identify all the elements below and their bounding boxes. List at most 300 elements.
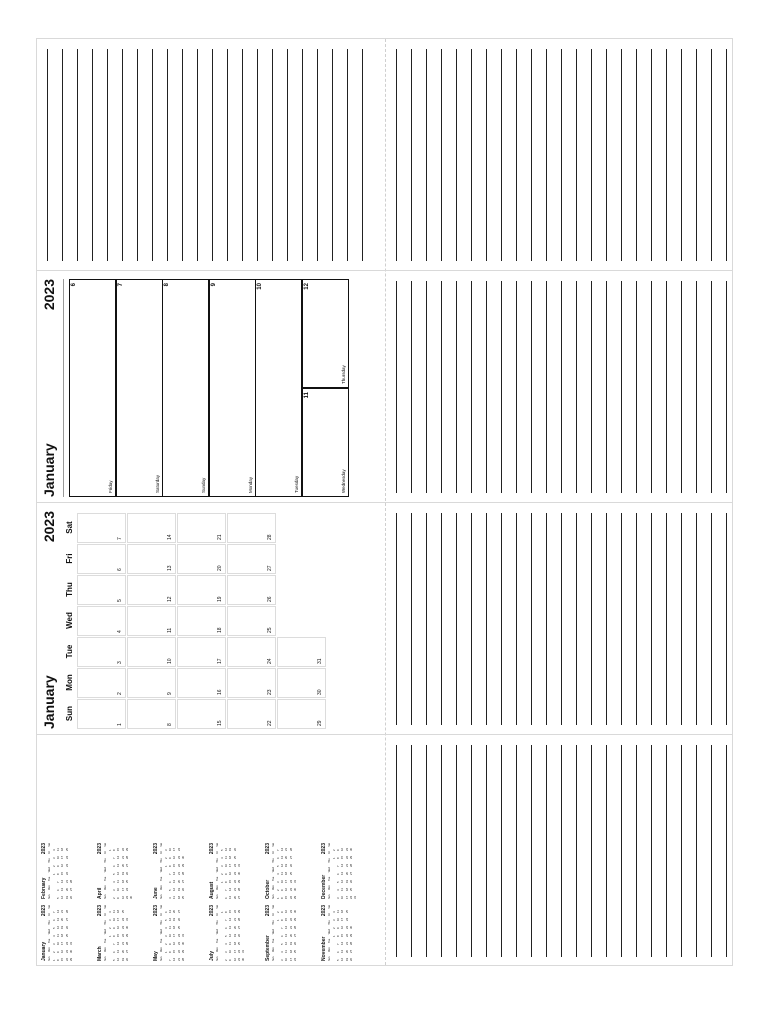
mini-day: 9 <box>116 897 121 899</box>
mini-weekday: Wed <box>216 867 219 873</box>
mini-weekday: Wed <box>216 929 219 935</box>
ruled-line <box>426 745 427 957</box>
day-box[interactable] <box>209 279 256 497</box>
mini-day: 11 <box>172 896 177 899</box>
mini-month <box>41 905 93 961</box>
ruled-line <box>546 281 547 493</box>
mini-month-year: 2023 <box>97 843 103 855</box>
mini-day: 5 <box>56 897 61 899</box>
mini-day: 24 <box>236 949 241 953</box>
mini-day: 31 <box>68 941 73 945</box>
mini-day: 3 <box>336 897 341 899</box>
day-name: Tuesday <box>294 475 299 493</box>
day-name: Sunday <box>201 477 206 493</box>
mini-month-year: 2023 <box>209 843 215 855</box>
mini-weekday: Fri <box>48 851 51 855</box>
mini-day: 11 <box>112 910 117 913</box>
ruled-line <box>651 513 652 725</box>
mini-day: 14 <box>60 879 65 883</box>
day-cell[interactable] <box>77 544 126 574</box>
mini-day: 1 <box>220 911 224 913</box>
mini-day: 26 <box>292 941 297 945</box>
mini-day: 20 <box>232 895 237 899</box>
ruled-line <box>516 745 517 957</box>
mini-month <box>153 843 205 899</box>
mini-day: 28 <box>236 887 241 891</box>
mini-day: 23 <box>344 847 349 851</box>
ruled-line <box>426 513 427 725</box>
mini-day: 22 <box>288 917 293 921</box>
mini-weekday: Wed <box>48 867 51 873</box>
ruled-line <box>666 513 667 725</box>
mini-weekday: Fri <box>104 913 107 917</box>
mini-days <box>108 905 129 961</box>
mini-day: 3 <box>52 857 56 859</box>
mini-weekday: Sun <box>328 956 331 961</box>
day-cell[interactable] <box>77 606 126 636</box>
mini-day: 3 <box>164 849 168 851</box>
mini-day: 31 <box>292 879 297 883</box>
mini-day: 25 <box>176 925 181 929</box>
weekday-header: Sat <box>65 521 74 534</box>
day-cell[interactable] <box>277 637 326 667</box>
mini-day: 14 <box>116 855 121 859</box>
ruled-line <box>317 49 318 261</box>
day-cell[interactable] <box>177 699 226 729</box>
mini-days <box>220 905 245 961</box>
mini-day: 15 <box>284 917 289 921</box>
mini-day: 7 <box>52 911 56 913</box>
mini-day: 5 <box>220 849 224 851</box>
day-box[interactable] <box>162 279 209 497</box>
mini-day: 21 <box>176 957 181 961</box>
mini-days <box>164 843 185 899</box>
mini-day: 19 <box>120 957 125 961</box>
mini-day: 26 <box>232 847 237 851</box>
mini-day: 18 <box>60 933 65 937</box>
mini-weekday: Tue <box>272 876 275 881</box>
day-number: 30 <box>317 689 323 695</box>
mini-day: 6 <box>168 881 173 883</box>
mini-day: 20 <box>120 863 125 867</box>
day-cell[interactable] <box>177 606 226 636</box>
mini-weekday-row <box>272 905 275 961</box>
day-cell[interactable] <box>277 668 326 698</box>
mini-day: 30 <box>292 887 297 891</box>
day-box[interactable] <box>302 279 349 388</box>
notes-panel-right-4 <box>386 735 733 966</box>
mini-day: 2 <box>112 897 117 899</box>
day-number: 22 <box>267 720 273 726</box>
mini-day: 29 <box>236 879 241 883</box>
day-cell[interactable] <box>227 544 276 574</box>
mini-day: 18 <box>288 949 293 953</box>
ruled-line <box>456 745 457 957</box>
mini-day: 23 <box>288 909 293 913</box>
mini-month <box>153 905 205 961</box>
mini-day: 1 <box>108 935 112 937</box>
mini-day: 2 <box>332 849 336 851</box>
mini-weekday: Tue <box>328 876 331 881</box>
ruled-line <box>606 49 607 261</box>
mini-day: 4 <box>108 911 112 913</box>
day-cell[interactable] <box>77 699 126 729</box>
day-number: 4 <box>117 630 123 633</box>
day-number: 9 <box>167 692 173 695</box>
mini-day: 16 <box>116 925 121 929</box>
day-cell[interactable] <box>127 699 176 729</box>
day-cell[interactable] <box>227 637 276 667</box>
mini-day: 4 <box>276 873 280 875</box>
mini-weekday: Mon <box>216 885 219 891</box>
ruled-line <box>591 745 592 957</box>
mini-month-name: July <box>209 950 215 961</box>
mini-weekday: Tue <box>160 938 163 943</box>
ruled-line <box>576 281 577 493</box>
mini-weekday: Mon <box>328 885 331 891</box>
ruled-line <box>531 49 532 261</box>
mini-weekday-row <box>272 843 275 899</box>
day-number: 24 <box>267 658 273 664</box>
day-box[interactable] <box>116 279 163 497</box>
mini-day: 26 <box>68 895 73 899</box>
mini-day: 8 <box>112 935 117 937</box>
ruled-line <box>606 281 607 493</box>
mini-day: 1 <box>332 857 336 859</box>
mini-day: 15 <box>172 949 177 953</box>
mini-weekday: Sun <box>160 894 163 899</box>
day-cell[interactable] <box>227 513 276 543</box>
mini-day: 22 <box>120 933 125 937</box>
ruled-line <box>456 281 457 493</box>
day-name: Wednesday <box>340 469 346 493</box>
mini-day: 19 <box>172 917 177 921</box>
mini-day: 25 <box>64 847 69 851</box>
mini-day: 31 <box>353 895 358 899</box>
mini-day: 1 <box>332 935 336 937</box>
mini-day: 10 <box>224 863 229 867</box>
mini-day: 26 <box>348 957 353 961</box>
mini-weekday: Mon <box>104 947 107 953</box>
mini-weekday: Sat <box>216 905 219 909</box>
mini-weekday: Mon <box>272 947 275 953</box>
mini-day: 12 <box>280 863 285 867</box>
year-overview <box>37 735 385 966</box>
mini-day: 13 <box>60 887 65 891</box>
ruled-line <box>501 513 502 725</box>
mini-day: 17 <box>60 855 65 859</box>
mini-day: 22 <box>64 957 69 961</box>
mini-day: 17 <box>172 933 177 937</box>
ruled-line <box>441 513 442 725</box>
day-cell[interactable] <box>177 513 226 543</box>
mini-day: 12 <box>340 957 345 961</box>
mini-weekday-row <box>160 905 163 961</box>
ruled-line <box>636 513 637 725</box>
mini-day: 5 <box>168 889 173 891</box>
mini-day: 29 <box>124 933 129 937</box>
ruled-line <box>636 281 637 493</box>
mini-month-name: November <box>321 936 327 961</box>
mini-weekday-row <box>328 843 331 899</box>
ruled-line <box>546 513 547 725</box>
day-cell[interactable] <box>227 668 276 698</box>
ruled-line <box>471 513 472 725</box>
mini-day: 11 <box>340 888 345 891</box>
mini-day: 28 <box>180 871 185 875</box>
mini-day: 25 <box>236 941 241 945</box>
mini-day: 29 <box>180 949 185 953</box>
day-box[interactable] <box>69 279 116 497</box>
mini-weekday: Sat <box>48 905 51 909</box>
day-number: 25 <box>267 627 273 633</box>
mini-day: 18 <box>228 855 233 859</box>
ruled-line <box>302 49 303 261</box>
mini-day: 17 <box>116 917 121 921</box>
mini-day: 19 <box>288 941 293 945</box>
mini-weekday: Sun <box>272 956 275 961</box>
day-cell[interactable] <box>127 575 176 605</box>
mini-day: 10 <box>284 957 289 961</box>
mini-day: 10 <box>56 941 61 945</box>
day-cell[interactable] <box>177 637 226 667</box>
mini-day: 18 <box>176 895 181 899</box>
mini-day: 25 <box>344 909 349 913</box>
mini-weekday: Mon <box>104 885 107 891</box>
mini-day: 7 <box>112 943 117 945</box>
ruled-line <box>651 745 652 957</box>
day-cell[interactable] <box>227 606 276 636</box>
mini-day: 5 <box>164 919 168 921</box>
mini-day: 2 <box>332 927 336 929</box>
mini-month-name: December <box>321 874 327 899</box>
mini-day: 6 <box>56 889 61 891</box>
ruled-line <box>137 49 138 261</box>
mini-day: 8 <box>168 865 173 867</box>
mini-day: 16 <box>284 887 289 891</box>
mini-day: 13 <box>340 871 345 875</box>
mini-month <box>97 905 149 961</box>
mini-day: 1 <box>108 849 112 851</box>
ruled-line <box>212 49 213 261</box>
mini-weekday: Thu <box>104 858 107 863</box>
mini-weekday: Mon <box>160 885 163 891</box>
ruled-line <box>257 49 258 261</box>
mini-day: 20 <box>176 879 181 883</box>
mini-weekday: Fri <box>216 913 219 917</box>
day-cell[interactable] <box>177 668 226 698</box>
mini-day: 20 <box>172 909 177 913</box>
ruled-line <box>396 745 397 957</box>
mini-day: 24 <box>176 847 181 851</box>
day-cell[interactable] <box>77 637 126 667</box>
mini-day: 1 <box>164 865 168 867</box>
ruled-line <box>606 745 607 957</box>
mini-day: 23 <box>288 887 293 891</box>
mini-day: 22 <box>344 855 349 859</box>
day-cell[interactable] <box>227 575 276 605</box>
mini-weekday-row <box>216 843 219 899</box>
day-cell[interactable] <box>77 668 126 698</box>
day-cell[interactable] <box>127 513 176 543</box>
mini-day: 18 <box>340 909 345 913</box>
ruled-line <box>227 49 228 261</box>
notes-panel-left-1 <box>37 39 385 270</box>
mini-day: 9 <box>168 857 173 859</box>
day-cell[interactable] <box>177 544 226 574</box>
mini-day: 4 <box>336 889 341 891</box>
day-number: 10 <box>257 283 263 290</box>
mini-day: 14 <box>228 887 233 891</box>
mini-weekday: Sun <box>104 894 107 899</box>
mini-weekday: Thu <box>272 920 275 925</box>
mini-day: 7 <box>224 889 229 891</box>
mini-day: 27 <box>64 917 69 921</box>
mini-day: 24 <box>292 957 297 961</box>
mini-day: 26 <box>176 917 181 921</box>
mini-day: 20 <box>120 949 125 953</box>
notes-panel-right-2 <box>386 271 733 502</box>
mini-day: 9 <box>56 951 61 953</box>
mini-day: 25 <box>232 855 237 859</box>
mini-month <box>209 905 261 961</box>
mini-weekday: Fri <box>48 913 51 917</box>
mini-day: 12 <box>228 933 233 937</box>
mini-month-name: January <box>41 941 47 961</box>
ruled-line <box>711 49 712 261</box>
ruled-line <box>576 745 577 957</box>
weekday-header: Sun <box>65 705 74 722</box>
ruled-line <box>696 281 697 493</box>
mini-weekday: Fri <box>104 851 107 855</box>
mini-weekday: Tue <box>48 876 51 881</box>
mini-day: 12 <box>172 887 177 891</box>
mini-day: 30 <box>68 949 73 953</box>
mini-weekday-row <box>104 905 107 961</box>
mini-weekday-row <box>216 905 219 961</box>
mini-day: 21 <box>288 925 293 929</box>
day-cell[interactable] <box>77 575 126 605</box>
mini-weekday: Tue <box>216 876 219 881</box>
mini-day: 7 <box>168 873 173 875</box>
ruled-line <box>621 745 622 957</box>
mini-day: 26 <box>236 933 241 937</box>
mini-day: 19 <box>60 925 65 929</box>
mini-day: 27 <box>236 895 241 899</box>
mini-day: 7 <box>336 943 341 945</box>
mini-day: 29 <box>68 957 73 961</box>
ruled-line <box>471 49 472 261</box>
mini-month <box>41 843 93 899</box>
mini-day: 7 <box>276 849 280 851</box>
weekday-header: Fri <box>65 553 74 564</box>
day-cell[interactable] <box>127 668 176 698</box>
mini-day: 16 <box>284 909 289 913</box>
mini-day: 16 <box>60 949 65 953</box>
day-number: 14 <box>167 534 173 540</box>
mini-day: 21 <box>64 879 69 883</box>
mini-weekday: Wed <box>160 929 163 935</box>
day-box[interactable] <box>302 388 349 497</box>
mini-day: 18 <box>172 925 177 929</box>
mini-day: 10 <box>168 847 173 851</box>
day-cell[interactable] <box>127 637 176 667</box>
mini-day: 13 <box>284 933 289 937</box>
notes-panel-right-3 <box>386 503 733 734</box>
mini-day: 8 <box>168 951 173 953</box>
mini-day: 20 <box>288 933 293 937</box>
day-number: 5 <box>117 599 123 602</box>
ruled-line <box>426 49 427 261</box>
mini-weekday: Wed <box>160 867 163 873</box>
mini-weekday-row <box>48 905 51 961</box>
day-cell[interactable] <box>277 699 326 729</box>
day-cell[interactable] <box>77 513 126 543</box>
mini-day: 4 <box>168 897 173 899</box>
mini-day: 2 <box>224 959 229 961</box>
ruled-line <box>501 49 502 261</box>
mini-day: 3 <box>220 865 224 867</box>
mini-day: 9 <box>56 865 61 867</box>
mini-day: 13 <box>116 949 121 953</box>
day-cell[interactable] <box>127 606 176 636</box>
ruled-line <box>726 49 727 261</box>
mini-day: 5 <box>112 873 117 875</box>
day-box[interactable] <box>255 279 302 497</box>
mini-day: 25 <box>180 895 185 899</box>
ruled-line <box>696 745 697 957</box>
mini-weekday: Mon <box>160 947 163 953</box>
mini-day: 11 <box>56 848 61 851</box>
mini-day: 20 <box>284 855 289 859</box>
mini-day: 20 <box>60 917 65 921</box>
mini-weekday: Sat <box>104 843 107 847</box>
mini-day: 6 <box>112 951 117 953</box>
mini-weekday: Sat <box>160 905 163 909</box>
ruled-line <box>711 513 712 725</box>
mini-weekday: Sun <box>328 894 331 899</box>
mini-weekday: Fri <box>272 913 275 917</box>
mini-month-name: April <box>97 887 103 899</box>
mini-days <box>108 843 133 899</box>
ruled-line <box>486 281 487 493</box>
mini-day: 22 <box>288 895 293 899</box>
day-number: 26 <box>267 596 273 602</box>
ruled-line <box>696 513 697 725</box>
day-number: 21 <box>217 534 223 540</box>
mini-weekday: Fri <box>272 851 275 855</box>
monthly-year: 2023 <box>41 511 57 543</box>
mini-day: 14 <box>172 957 177 961</box>
mini-weekday: Sat <box>216 843 219 847</box>
mini-day: 2 <box>52 951 56 953</box>
mini-weekday: Thu <box>328 920 331 925</box>
mini-day: 15 <box>172 863 177 867</box>
mini-day: 13 <box>168 909 173 913</box>
day-cell[interactable] <box>227 699 276 729</box>
mini-day: 18 <box>284 871 289 875</box>
mini-day: 11 <box>228 942 233 945</box>
day-cell[interactable] <box>127 544 176 574</box>
mini-month-year: 2023 <box>41 905 47 917</box>
day-cell[interactable] <box>177 575 226 605</box>
mini-day: 10 <box>228 949 233 953</box>
mini-day: 18 <box>120 879 125 883</box>
day-number: 29 <box>317 720 323 726</box>
mini-day: 25 <box>120 909 125 913</box>
ruled-line <box>332 49 333 261</box>
mini-day: 7 <box>56 881 61 883</box>
